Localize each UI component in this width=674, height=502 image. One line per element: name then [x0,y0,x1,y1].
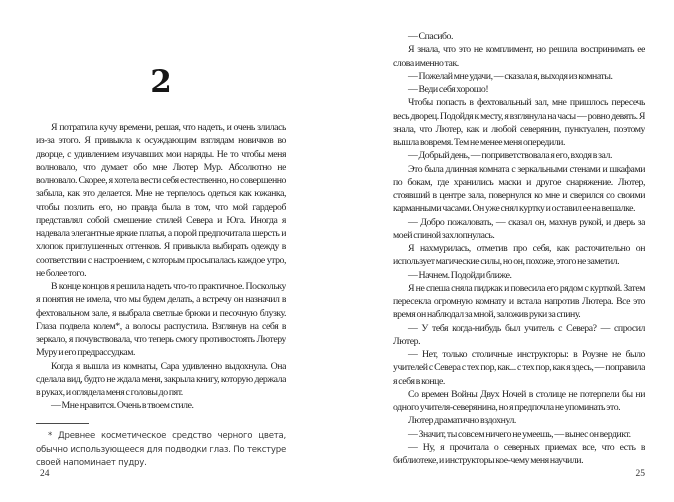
left-page-text [36,121,286,420]
dialogue-paragraph: — Нет, только столичные инструкторы: в Роузне не было учителей с Севера с тех пор, как... с тех пор, как я здесь, — поправила я себя в конце. [393,349,645,387]
right-page [393,0,645,502]
right-page-text [393,30,645,472]
paragraph: Со времен Войны Двух Ночей в столице не потерпели бы ни одного учителя-северянина, но я предпочла не упоминать это. [393,388,645,413]
dialogue-paragraph: — У тебя когда-нибудь был учитель с Севера? — спросил Лютер. [393,322,645,347]
paragraph: Лютер драматично вздохнул. [408,415,516,427]
paragraph: В конце концов я решила надеть что-то практичное. Поскольку я понятия не имела, что мы будем делать, а встречу он назначил в фехтовальном зале, я выбрала светлые брюки и песочную блузку. Глаза подвела колем*, а волосы распустила. Взглянув на себя в зеркало, я почувствовала, что теперь смогу противостоять Лютеру Муру и его предрассудкам. [36,281,286,359]
dialogue-paragraph: — Значит, ты совсем ничего не умеешь, — вынес он вердикт. [408,428,631,440]
paragraph: Когда я вышла из комнаты, Сара удивленно выдохнула. Она сделала вид, будто не ждала меня, закрыла книгу, которую держала в руках, и оглядела меня с головы до пят. [36,360,286,398]
dialogue-paragraph: — Добрый день, — поприветствовала я его, входя в зал. [408,150,612,162]
paragraph: Я знала, что это не комплимент, но решила воспринимать ее слова именно так. [393,44,645,69]
dialogue-paragraph: — Веди себя хорошо! [408,84,489,95]
footnote-divider [36,423,89,424]
paragraph: Это была длинная комната с зеркальными стенами и шкафами по бокам, где хранились маски и другое снаряжение. Лютер, стоявший в центре зала, повернулся ко мне и сверился со своими карманными часами. Он уже снял куртку и оставил ее на вешалке. [393,163,645,215]
dialogue-paragraph: — Мне нравится. Очень в твоем стиле. [51,400,194,412]
paragraph: Чтобы попасть в фехтовальный зал, мне пришлось пересечь весь дворец. Подойдя к месту, я взглянула на часы — ровно девять. Я знала, что Лютер, как и любой северянин, пунктуален, поэтому вышла вовремя. Тем не менее меня опередили. [393,97,645,148]
dialogue-paragraph: — Спасибо. [408,31,453,42]
footnote-text: * Древнее косметическое средство черного цвета, обычно использующееся для подводки глаз. По текстуре своей напоминает пудру. [36,431,286,468]
dialogue-paragraph: — Начнем. Подойди ближе. [408,269,512,281]
page-number-right: 25 [635,469,645,479]
dialogue-paragraph: — Ну, я прочитала о северных приемах все, что есть в библиотеке, и инструкторы кое-чему меня научили. [393,441,645,466]
paragraph: Я не спеша сняла пиджак и повесила его рядом с курткой. Затем пересекла огромную комнату и встала напротив Лютера. Все это время он наблюдал за мной, заложив руки за спину. [393,282,645,321]
paragraph: Я нахмурилась, отметив про себя, как расточительно он использует магические силы, но он, похоже, этого не заметил. [393,243,645,268]
dialogue-paragraph: — Пожелай мне удачи, — сказала я, выходя из комнаты. [408,70,613,82]
left-page [36,0,286,502]
paragraph: Я потратила кучу времени, решая, что надеть, и очень злилась из-за этого. Я привыкла к осуждающим взглядам новичков во дворце, с удивлением изучавших мои наряды. Не то чтобы меня волновало, что думает обо мне Лютер Мур. Абсолютно не волновало. Скорее, я хотела вести себя естественно, но совершенно забыла, как это делается. Мне не терпелось одеться как южанка, чтобы позлить его, но правда была в том, что мой гардероб представлял собой смешение стилей Севера и Юга. Иногда я надевала элегантные яркие платья, а порой предпочитала шерсть и хлопок приглушенных оттенков. Я привыкла выбирать одежду в соответствии с настроением, с которым просыпалась каждое утро, не более того. [36,122,286,279]
dialogue-paragraph: — Добро пожаловать, — сказал он, махнув рукой, и дверь за моей спиной захлопнулась. [393,216,645,241]
page-number-left: 24 [40,469,50,479]
chapter-number: 2 [150,64,172,100]
